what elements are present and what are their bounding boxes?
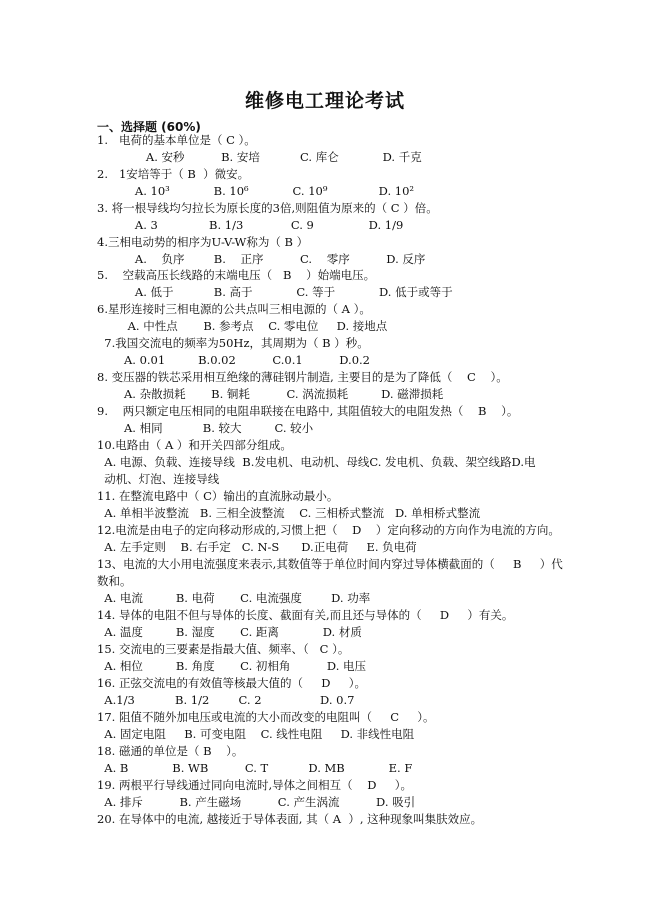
question-line: 6.星形连接时三相电源的公共点叫三相电源的（ A ）。 — [97, 302, 371, 316]
options-line: A. B B. WB C. T D. MB E. F — [97, 761, 413, 775]
options-line: 动机、灯泡、连接导线 — [97, 472, 220, 486]
options-line: A. 排斥 B. 产生磁场 C. 产生涡流 D. 吸引 — [97, 795, 416, 809]
question-line: 4.三相电动势的相序为U-V-W称为（ B ） — [97, 235, 309, 249]
question-line: 15. 交流电的三要素是指最大值、频率、（ C ）。 — [97, 642, 350, 656]
section-heading: 一、选择题 (60%) — [97, 120, 201, 134]
question-line: 13、电流的大小用电流强度来表示,其数值等于单位时间内穿过导体横截面的（ B ）代 — [97, 557, 563, 571]
question-line: 20. 在导体中的电流, 越接近于导体表面, 其（ A ）, 这种现象叫集肤效应。 — [97, 812, 483, 826]
options-line: A.1/3 B. 1/2 C. 2 D. 0.7 — [97, 693, 355, 707]
question-line: 16. 正弦交流电的有效值等核最大值的（ D ）。 — [97, 676, 366, 690]
options-line: A. 单相半波整流 B. 三相全波整流 C. 三相桥式整流 D. 单相桥式整流 — [97, 506, 481, 520]
question-line: 10.电路由（ A ）和开关四部分组成。 — [97, 438, 292, 452]
question-line: 3. 将一根导线均匀拉长为原长度的3倍,则阻值为原来的（ C ）倍。 — [97, 201, 438, 215]
options-line: A. 10³ B. 10⁶ C. 10⁹ D. 10² — [113, 184, 415, 198]
options-line: A. 中性点 B. 参考点 C. 零电位 D. 接地点 — [113, 319, 388, 333]
question-line: 19. 两根平行导线通过同向电流时,导体之间相互（ D ）。 — [97, 778, 412, 792]
options-line: A. 0.01 B.0.02 C.0.1 D.0.2 — [113, 353, 370, 367]
options-line: A. 电流 B. 电荷 C. 电流强度 D. 功率 — [97, 591, 371, 605]
question-line: 5. 空载高压长线路的末端电压（ B ）始端电压。 — [97, 268, 376, 282]
question-line: 14. 导体的电阻不但与导体的长度、截面有关,而且还与导体的（ D ）有关。 — [97, 608, 514, 622]
options-line: A. 3 B. 1/3 C. 9 D. 1/9 — [113, 218, 404, 232]
question-line: 2. 1安培等于（ B ）微安。 — [97, 167, 250, 181]
options-line: A. 左手定则 B. 右手定 C. N-S D.正电荷 E. 负电荷 — [97, 540, 417, 554]
options-line: A. 安秒 B. 安培 C. 库仑 D. 千克 — [113, 150, 422, 164]
options-line: A. 杂散损耗 B. 铜耗 C. 涡流损耗 D. 磁滞损耗 — [113, 387, 444, 401]
question-line: 18. 磁通的单位是（ B ）。 — [97, 744, 244, 758]
options-line: A. 负序 B. 正序 C. 零序 D. 反序 — [113, 252, 426, 266]
options-line: A. 固定电阻 B. 可变电阻 C. 线性电阻 D. 非线性电阻 — [97, 727, 415, 741]
question-line: 11. 在整流电路中（ C）输出的直流脉动最小。 — [97, 489, 339, 503]
question-line: 8. 变压器的铁芯采用相互绝缘的薄硅钢片制造, 主要目的是为了降低（ C ）。 — [97, 370, 508, 384]
question-line: 17. 阻值不随外加电压或电流的大小而改变的电阻叫（ C ）。 — [97, 710, 435, 724]
question-line: 7.我国交流电的频率为50Hz，其周期为（ B ）秒。 — [97, 336, 369, 350]
options-line: A. 电源、负载、连接导线 B.发电机、电动机、母线C. 发电机、负载、架空线路D.电 — [97, 455, 536, 469]
options-line: A. 温度 B. 湿度 C. 距离 D. 材质 — [97, 625, 362, 639]
options-line: A. 低于 B. 高于 C. 等于 D. 低于或等于 — [113, 285, 453, 299]
page-title: 维修电工理论考试 — [244, 90, 405, 112]
options-line: A. 相同 B. 较大 C. 较小 — [113, 421, 314, 435]
question-line: 9. 两只额定电压相同的电阻串联接在电路中, 其阻值较大的电阻发热（ B ）。 — [97, 404, 519, 418]
question-line: 12.电流是由电子的定向移动形成的,习惯上把（ D ）定向移动的方向作为电流的方向。 — [97, 523, 560, 537]
options-line: A. 相位 B. 角度 C. 初相角 D. 电压 — [97, 659, 367, 673]
question-line: 1. 电荷的基本单位是（ C ）。 — [97, 133, 256, 147]
question-line: 数和。 — [97, 574, 132, 588]
